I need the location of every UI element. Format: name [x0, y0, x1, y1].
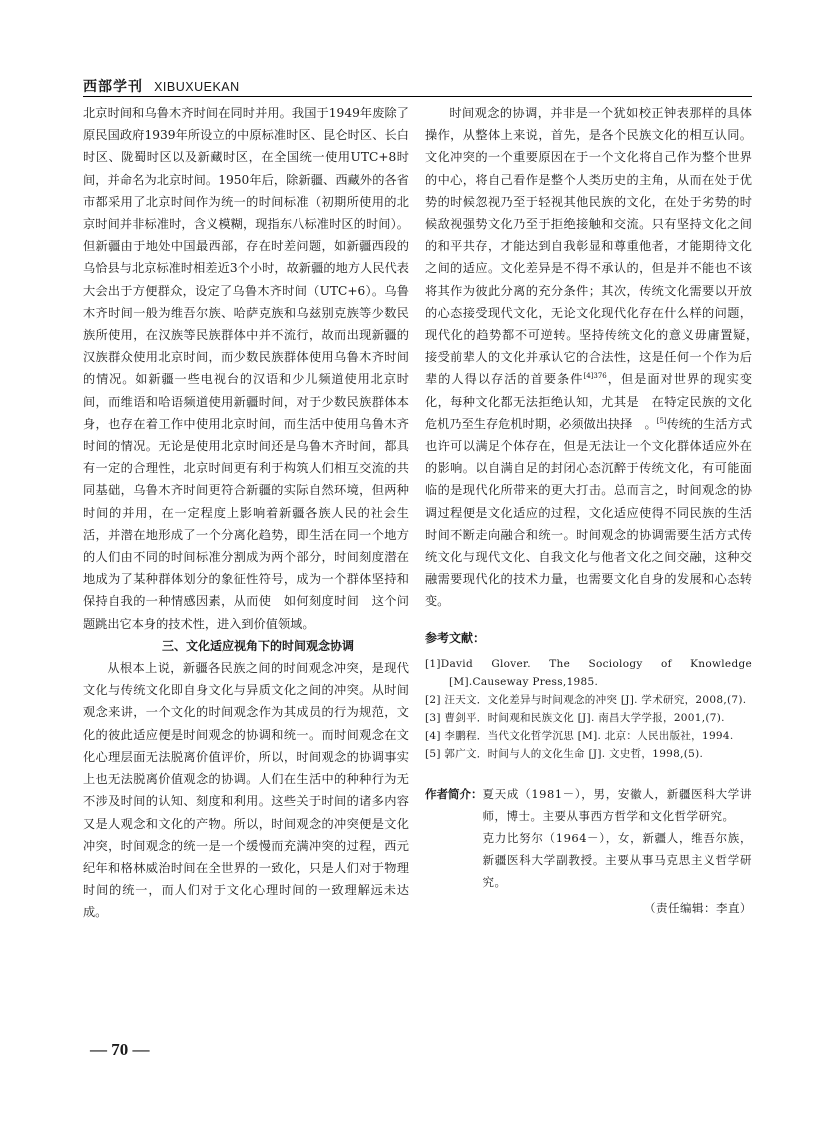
right-column	[425, 102, 765, 919]
reference-item: [5] 郭广文．时间与人的文化生命 [J]. 文史哲，1998,(5).	[425, 747, 704, 760]
journal-pinyin: XIBUXUEKAN	[154, 80, 240, 94]
journal-name: 西部学刊	[83, 79, 143, 95]
text-run: ，但是面对世界的现实变化，每种文化都无法拒绝认知，尤其是 在特定民族的文化危机乃至生存危机时期，必须做出抉择 。	[425, 372, 753, 431]
references-list	[425, 655, 752, 763]
citation: [4]376	[583, 372, 607, 381]
citation: [5]	[656, 416, 667, 425]
body-paragraph: 从根本上说，新疆各民族之间的时间观念冲突，是现代文化与传统文化即自身文化与异质文化之间的冲突。从时间观念来讲，一个文化的时间观念作为其成员的行为规范，文化的彼此适应便是时间观念的协调和统一。而时间观念在文化心理层面无法脱离价值评价，所以，时间观念的协调事实上也无法脱离价值观念的协调。人们在生活中的种种行为无不涉及时间的认知、刻度和利用。这些关于时间的诸多内容又是人观念和文化的产物。所以，时间观念的冲突便是文化冲突，时间观念的统一是一个缓慢而充满冲突的过程，西元纪年和格林威治时间在全世界的一致化，只是人们对于物理时间的统一，而人们对于文化心理时间的一致理解远未达成。	[83, 661, 409, 920]
text-run: 时间观念的协调，并非是一个犹如校正钟表那样的具体操作，从整体上来说，首先，是各个民族文化的相互认同。文化冲突的一个重要原因在于一个文化将自己作为整个世界的中心，将自己看作是整个人类历史的主角，从而在处于优势的时候忽视乃至于轻视其他民族的文化，在处于劣势的时候敌视强势文化乃至于拒绝接触和交流。只有坚持文化之间的和平共存，才能达到自我彰显和尊重他者，才能期待文化之间的适应。文化差异是不得不承认的，但是并不能也不该将其作为彼此分离的充分条件；其次，传统文化需要以开放的心态接受现代文化，无论文化现代化存在什么样的问题，现代化的趋势都不可逆转。坚持传统文化的意义毋庸置疑， 接受前辈人的文化并承认它的合法性，这是任何一个作为后辈的人得以存活的首要条件	[425, 106, 765, 387]
reference-item: [3] 曹剑平．时间观和民族文化 [J]. 南昌大学学报，2001,(7).	[425, 711, 725, 724]
author-label: 作者简介：	[425, 786, 483, 801]
page-number: — 70 —	[90, 1040, 150, 1059]
author-body	[483, 783, 753, 893]
running-header	[83, 76, 748, 96]
left-column	[83, 102, 409, 924]
header-rule	[83, 96, 752, 97]
author-info	[425, 783, 752, 893]
author-bio: 克力比努尔（1964－），女，新疆人，维吾尔族，新疆医科大学副教授。主要从事马克思主义哲学研究。	[482, 830, 752, 889]
references-title: 参考文献：	[425, 630, 486, 645]
author-bio: 夏天成（1981－），男，安徽人，新疆医科大学讲师，博士。主要从事西方哲学和文化哲学研究。	[482, 786, 752, 823]
responsible-editor: （责任编辑：李直）	[644, 900, 752, 915]
text-run: 传统的生活方式也许可以满足个体存在，但是无法让一个文化群体适应外在的影响。以自满自足的封闭心态沉醉于传统文化，有可能面临的是现代化所带来的更大打击。总而言之，时间观念的协调过程便是文化适应的过程，文化适应使得不同民族的生活时间不断走向融合和统一。时间观念的协调需要生活方式传统文化与现代文化、自我文化与他者文化之间交融，这种交融需要现代化的技术力量，也需要文化自身的发展和心态转变。	[425, 416, 753, 609]
reference-item: [2] 汪天文．文化差异与时间观念的冲突 [J]. 学术研究，2008,(7).	[425, 693, 747, 706]
body-paragraph	[425, 102, 765, 613]
reference-item: [4] 李鹏程．当代文化哲学沉思 [M]. 北京：人民出版社，1994.	[425, 729, 734, 742]
reference-item: [1]David Glover. The Sociology of Knowledge [M].Causeway Press,1985.	[425, 657, 752, 688]
body-paragraph: 北京时间和乌鲁木齐时间在同时并用。我国于1949年废除了原民国政府1939年所设立的中原标准时区、昆仑时区、长白时区、陇蜀时区以及新藏时区，在全国统一使用UTC+8时间，并命名为北京时间。1950年后，除新疆、西藏外的各省市都采用了北京时间作为统一的时间标准（初期所使用的北京时间并非标准时，含义模糊，现指东八标准时区的时间）。但新疆由于地处中国最西部，存在时差问题，如新疆西段的乌恰县与北京标准时相差近3个小时，故新疆的地方人民代表大会出于方便群众，设定了乌鲁木齐时间（UTC+6）。乌鲁木齐时间一般为维吾尔族、哈萨克族和乌兹别克族等少数民族所使用，在汉族等民族群体中并不流行，故而出现新疆的汉族群众使用北京时间，而少数民族群体使用乌鲁木齐时间的情况。如新疆一些电视台的汉语和少儿频道使用北京时间，而维语和哈语频道使用新疆时间，对于少数民族群体本身，也存在着工作中使用北京时间，而生活中使用乌鲁木齐时间的情况。无论是使用北京时间还是乌鲁木齐时间，都具有一定的合理性，北京时间更有利于构筑人们相互交流的共同基础，乌鲁木齐时间更符合新疆的实际自然环境，但两种时间的并用，在一定程度上影响着新疆各族人民的社会生活，并潜在地形成了一个分离化趋势，即生活在同一个地方的人们由不同的时间标准分割成为两个部分，时间刻度潜在地成为了某种群体划分的象征性符号，成为一个群体坚持和保持自我的一种情感因素，从而使 如何刻度时间 这个问题跳出它本身的技术性，进入到价值领域。	[83, 106, 409, 631]
section-heading: 三、文化适应视角下的时间观念协调	[161, 638, 354, 653]
